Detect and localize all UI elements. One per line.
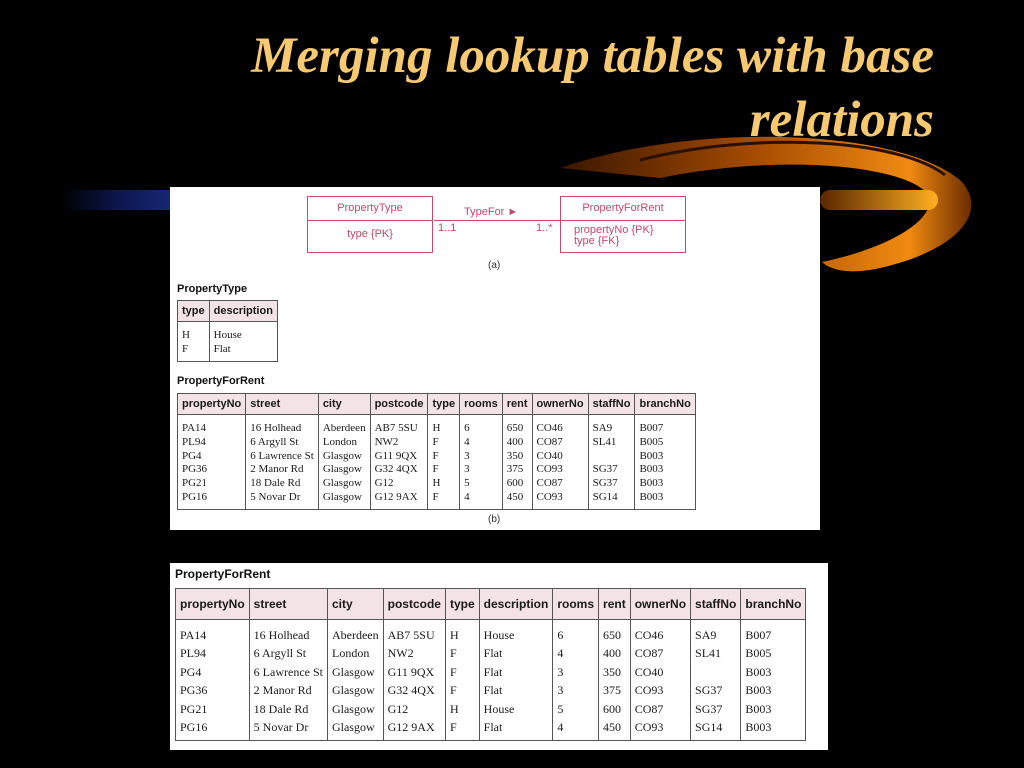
table-row <box>178 477 696 491</box>
table-cell: House <box>479 620 553 645</box>
table-cell: H <box>445 620 479 645</box>
table-cell: 400 <box>502 436 532 450</box>
uml-class-name: PropertyForRent <box>561 197 685 221</box>
lookup-table <box>177 300 278 362</box>
table-cell: PA14 <box>176 620 250 645</box>
table-cell: PG21 <box>176 700 250 718</box>
table-cell: Glasgow <box>327 718 383 741</box>
column-header: branchNo <box>635 394 695 415</box>
uml-multiplicity-right: 1..* <box>536 222 553 234</box>
table-cell: B003 <box>741 718 806 741</box>
table-cell: CO46 <box>532 415 588 436</box>
column-header: postcode <box>370 394 428 415</box>
table-cell: Glasgow <box>318 463 370 477</box>
slide-title-line-1: Merging lookup tables with base <box>251 28 934 84</box>
uml-class-attributes <box>561 221 685 247</box>
table-cell: G12 <box>370 477 428 491</box>
column-header: street <box>249 589 327 620</box>
table-cell: Glasgow <box>327 700 383 718</box>
table-cell: 4 <box>460 491 503 509</box>
table-cell <box>691 663 741 681</box>
column-header: city <box>318 394 370 415</box>
table-cell: CO93 <box>532 463 588 477</box>
table-cell: CO87 <box>630 644 690 662</box>
table-row <box>176 644 806 662</box>
uml-multiplicity-left: 1..1 <box>438 222 457 234</box>
merged-table <box>175 588 806 741</box>
column-header: description <box>209 301 277 322</box>
table-row <box>176 663 806 681</box>
table-cell: 650 <box>502 415 532 436</box>
table-cell: 6 <box>553 620 599 645</box>
table-cell: 650 <box>599 620 631 645</box>
table-cell: 4 <box>553 644 599 662</box>
table-cell: 3 <box>553 663 599 681</box>
table-row <box>176 700 806 718</box>
column-header: branchNo <box>741 589 806 620</box>
table-cell: 3 <box>460 450 503 464</box>
table-row <box>178 343 278 361</box>
column-header: ownerNo <box>630 589 690 620</box>
table-cell: 18 Dale Rd <box>246 477 319 491</box>
table-cell: 375 <box>599 681 631 699</box>
table-cell: CO46 <box>630 620 690 645</box>
table-cell: 4 <box>553 718 599 741</box>
base-table <box>177 393 696 510</box>
figure-caption-a: (a) <box>488 260 501 271</box>
table-cell: H <box>428 477 460 491</box>
table-cell: PL94 <box>176 644 250 662</box>
slide-title-line-2: relations <box>749 92 934 148</box>
column-header: city <box>327 589 383 620</box>
table-cell: Glasgow <box>318 491 370 509</box>
table-cell: B003 <box>741 681 806 699</box>
table-cell: Flat <box>479 663 553 681</box>
table-cell: 450 <box>502 491 532 509</box>
table-cell: 3 <box>460 463 503 477</box>
table-row <box>178 415 696 436</box>
table-row <box>176 681 806 699</box>
table-cell: F <box>178 343 210 361</box>
table-cell: London <box>318 436 370 450</box>
uml-class-attribute: type {FK} <box>574 235 620 247</box>
table-cell: G11 9QX <box>370 450 428 464</box>
table-header-row <box>178 394 696 415</box>
table-cell: F <box>445 718 479 741</box>
column-header: description <box>479 589 553 620</box>
table-cell: SG37 <box>588 477 635 491</box>
table-cell: H <box>178 322 210 343</box>
table-cell: 400 <box>599 644 631 662</box>
table-cell: PA14 <box>178 415 246 436</box>
table-cell: B003 <box>635 477 695 491</box>
table-cell: CO40 <box>630 663 690 681</box>
table-cell: SL41 <box>691 644 741 662</box>
table-cell: PG4 <box>178 450 246 464</box>
table-cell: F <box>428 491 460 509</box>
table-cell: PG4 <box>176 663 250 681</box>
table-cell: SG37 <box>691 700 741 718</box>
uml-association-line <box>434 220 561 221</box>
uml-class-name: PropertyType <box>308 197 432 221</box>
table-cell: SA9 <box>691 620 741 645</box>
table-cell: AB7 5SU <box>370 415 428 436</box>
table-header-row <box>178 301 278 322</box>
table-cell: G32 4QX <box>370 463 428 477</box>
uml-class-propertyforrent <box>560 196 686 253</box>
table-row <box>176 620 806 645</box>
column-header: rooms <box>553 589 599 620</box>
table-cell: 5 Novar Dr <box>249 718 327 741</box>
column-header: street <box>246 394 319 415</box>
table-cell: H <box>445 700 479 718</box>
column-header: ownerNo <box>532 394 588 415</box>
table-cell: 450 <box>599 718 631 741</box>
table-cell: B003 <box>635 491 695 509</box>
table-cell: SA9 <box>588 415 635 436</box>
uml-association-label: TypeFor ► <box>464 206 519 218</box>
table-cell: 2 Manor Rd <box>246 463 319 477</box>
figure-panel-merged <box>170 563 828 750</box>
table-cell: CO87 <box>630 700 690 718</box>
table-cell: B003 <box>741 663 806 681</box>
table-cell: CO93 <box>630 718 690 741</box>
table-cell: House <box>209 322 277 343</box>
table-cell: SG14 <box>691 718 741 741</box>
table-cell: H <box>428 415 460 436</box>
table-cell: PL94 <box>178 436 246 450</box>
table-cell: CO93 <box>532 491 588 509</box>
table-cell: F <box>428 450 460 464</box>
table-cell: SG14 <box>588 491 635 509</box>
column-header: propertyNo <box>176 589 250 620</box>
table-cell: PG36 <box>178 463 246 477</box>
table-row <box>178 463 696 477</box>
column-header: staffNo <box>588 394 635 415</box>
table-cell: 350 <box>599 663 631 681</box>
orange-bar <box>820 190 938 210</box>
blue-streak <box>60 190 180 210</box>
table-cell: G12 <box>383 700 445 718</box>
table-row <box>178 491 696 509</box>
table-cell: Glasgow <box>318 477 370 491</box>
base-table-title: PropertyForRent <box>177 375 265 387</box>
table-cell: CO93 <box>630 681 690 699</box>
table-cell: 2 Manor Rd <box>249 681 327 699</box>
table-cell: 600 <box>599 700 631 718</box>
table-cell: 5 <box>553 700 599 718</box>
column-header: rent <box>502 394 532 415</box>
table-cell: Glasgow <box>327 663 383 681</box>
table-row <box>178 436 696 450</box>
column-header: rent <box>599 589 631 620</box>
table-row <box>176 718 806 741</box>
column-header: propertyNo <box>178 394 246 415</box>
column-header: type <box>428 394 460 415</box>
table-cell: 6 Argyll St <box>249 644 327 662</box>
table-cell: F <box>428 436 460 450</box>
table-cell: G11 9QX <box>383 663 445 681</box>
figure-caption-b: (b) <box>488 514 501 525</box>
table-cell: Flat <box>479 681 553 699</box>
table-cell: PG16 <box>176 718 250 741</box>
column-header: type <box>178 301 210 322</box>
table-cell: B003 <box>741 700 806 718</box>
table-cell: Flat <box>479 644 553 662</box>
table-cell: SG37 <box>691 681 741 699</box>
table-cell: G32 4QX <box>383 681 445 699</box>
table-cell: B003 <box>635 463 695 477</box>
table-cell: Glasgow <box>318 450 370 464</box>
table-cell: 350 <box>502 450 532 464</box>
table-cell: Flat <box>479 718 553 741</box>
table-cell: 6 <box>460 415 503 436</box>
table-cell: B005 <box>635 436 695 450</box>
table-cell: PG16 <box>178 491 246 509</box>
table-header-row <box>176 589 806 620</box>
uml-class-attribute: type {PK} <box>347 228 393 240</box>
table-cell: F <box>445 663 479 681</box>
table-row <box>178 450 696 464</box>
table-cell: 6 Argyll St <box>246 436 319 450</box>
column-header: type <box>445 589 479 620</box>
table-cell: Aberdeen <box>318 415 370 436</box>
table-cell: 6 Lawrence St <box>249 663 327 681</box>
table-cell: SL41 <box>588 436 635 450</box>
table-cell: 6 Lawrence St <box>246 450 319 464</box>
column-header: staffNo <box>691 589 741 620</box>
slide-title <box>34 24 934 152</box>
table-cell: CO87 <box>532 436 588 450</box>
table-cell: NW2 <box>383 644 445 662</box>
table-cell: 5 <box>460 477 503 491</box>
table-cell: F <box>445 681 479 699</box>
figure-panel-a <box>170 187 820 530</box>
column-header: postcode <box>383 589 445 620</box>
table-cell: Glasgow <box>327 681 383 699</box>
table-cell: NW2 <box>370 436 428 450</box>
table-cell: G12 9AX <box>370 491 428 509</box>
table-cell: 16 Holhead <box>249 620 327 645</box>
merged-table-title: PropertyForRent <box>175 567 271 581</box>
table-cell: PG21 <box>178 477 246 491</box>
table-row <box>178 322 278 343</box>
table-cell: 18 Dale Rd <box>249 700 327 718</box>
lookup-table-title: PropertyType <box>177 283 248 295</box>
table-cell: G12 9AX <box>383 718 445 741</box>
table-cell: 5 Novar Dr <box>246 491 319 509</box>
table-cell <box>588 450 635 464</box>
table-cell: 4 <box>460 436 503 450</box>
table-cell: B007 <box>635 415 695 436</box>
uml-class-attribute: propertyNo {PK} <box>574 224 654 236</box>
table-cell: 3 <box>553 681 599 699</box>
uml-class-propertytype <box>307 196 433 253</box>
table-cell: B003 <box>635 450 695 464</box>
table-cell: CO40 <box>532 450 588 464</box>
table-cell: F <box>445 644 479 662</box>
table-cell: House <box>479 700 553 718</box>
table-cell: AB7 5SU <box>383 620 445 645</box>
table-cell: CO87 <box>532 477 588 491</box>
table-cell: London <box>327 644 383 662</box>
table-cell: 600 <box>502 477 532 491</box>
table-cell: 16 Holhead <box>246 415 319 436</box>
table-cell: F <box>428 463 460 477</box>
table-cell: SG37 <box>588 463 635 477</box>
table-cell: Aberdeen <box>327 620 383 645</box>
table-cell: B007 <box>741 620 806 645</box>
column-header: rooms <box>460 394 503 415</box>
table-cell: B005 <box>741 644 806 662</box>
table-cell: Flat <box>209 343 277 361</box>
table-cell: 375 <box>502 463 532 477</box>
table-cell: PG36 <box>176 681 250 699</box>
